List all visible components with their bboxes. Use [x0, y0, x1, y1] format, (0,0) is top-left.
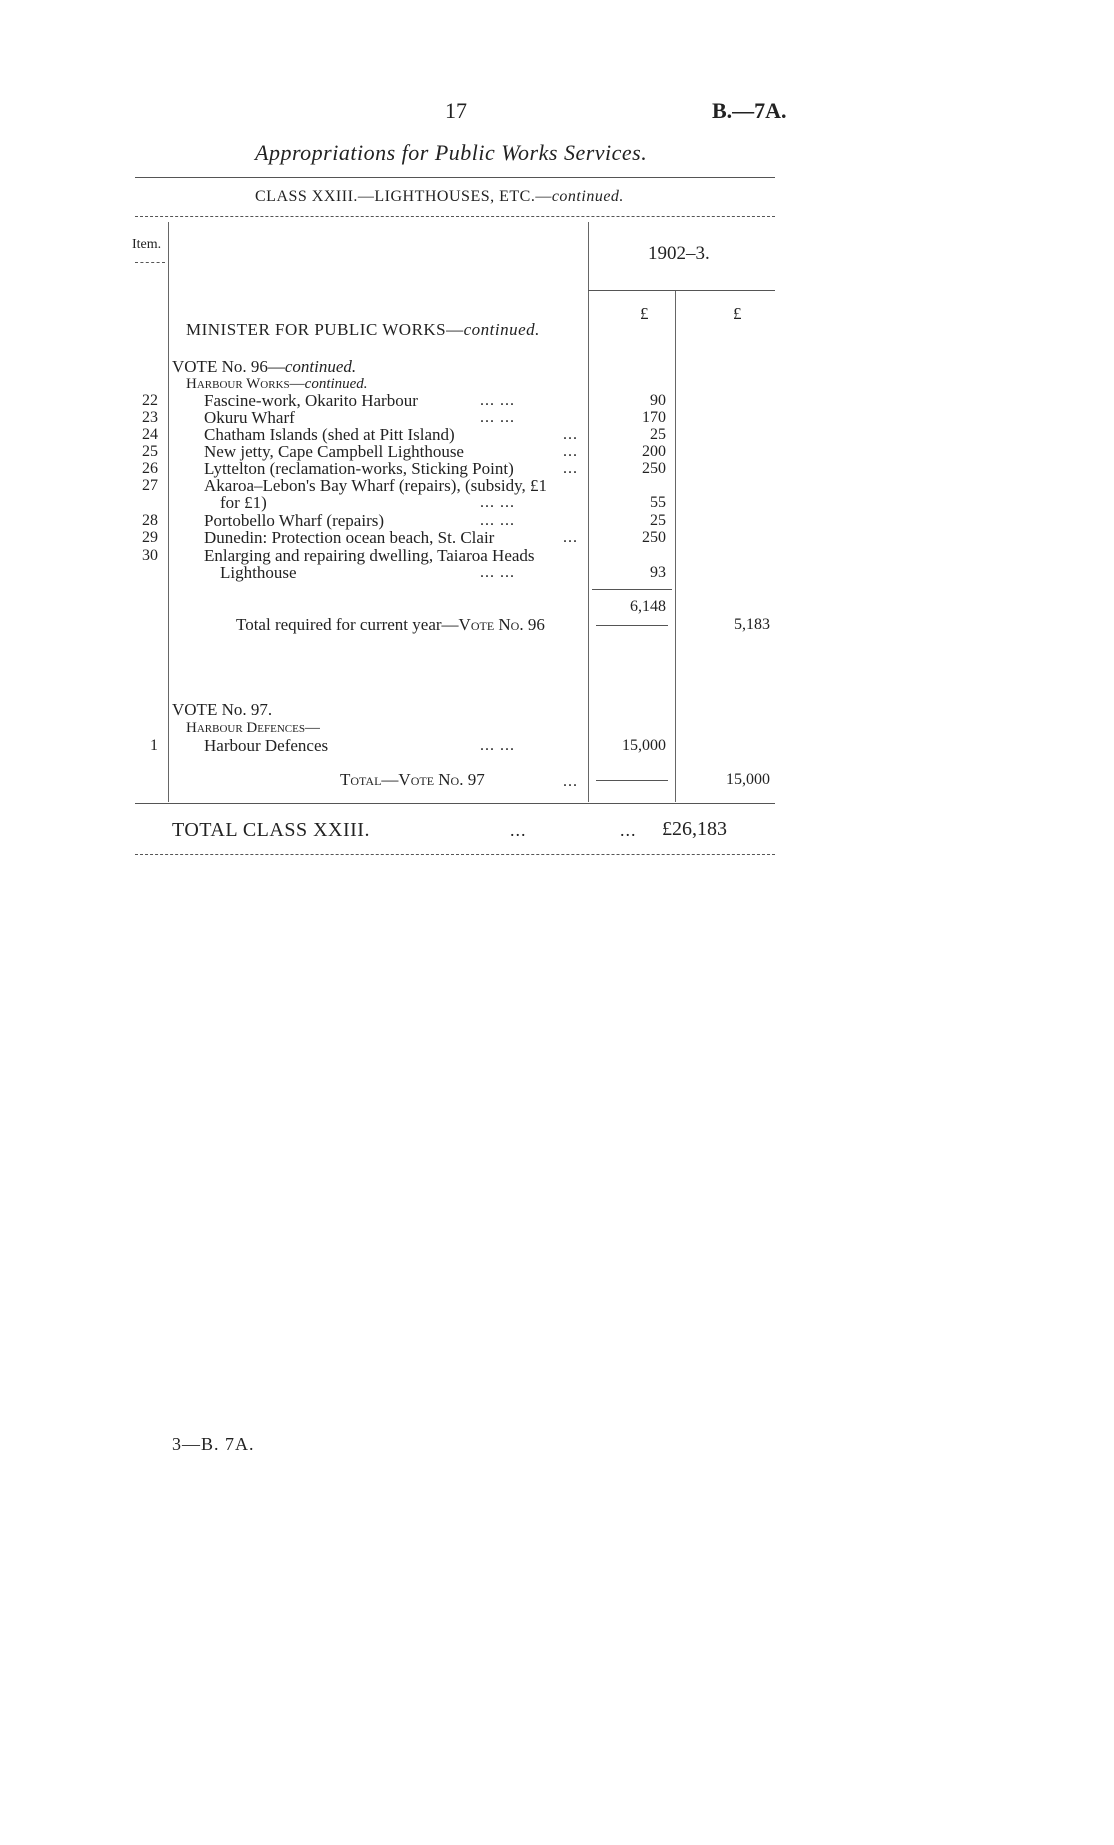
leader-dots: ... ...	[480, 409, 515, 426]
item-amount: 200	[642, 443, 666, 460]
amount-column-divider	[588, 222, 589, 802]
leader-dots: ...	[563, 443, 578, 460]
item-amount: 250	[642, 529, 666, 546]
table-bottom-rule	[135, 803, 775, 804]
vote-96-heading-main: VOTE No. 96—	[172, 357, 285, 376]
item-number: 1	[150, 737, 158, 754]
vote-96-total-label	[236, 615, 545, 635]
item-amount: 25	[650, 426, 666, 443]
vote-96-total-label-main: Total required for current year—	[236, 615, 459, 634]
item-description: New jetty, Cape Campbell Lighthouse	[204, 442, 464, 461]
vote-96-heading-continued: continued.	[284, 357, 357, 376]
grand-total-leader-2: ...	[620, 820, 637, 840]
vote-96-total-rule	[596, 625, 668, 626]
item-amount: 93	[650, 564, 666, 581]
leader-dots: ...	[563, 529, 578, 546]
item-description-continued: for £1)	[220, 493, 267, 512]
item-amount: 55	[650, 494, 666, 511]
item-amount: 250	[642, 460, 666, 477]
leader-dots: ... ...	[480, 512, 515, 529]
item-description: Akaroa–Lebon's Bay Wharf (repairs), (subsidy, £1	[204, 476, 547, 495]
table-top-rule	[135, 216, 775, 217]
item-amount: 25	[650, 512, 666, 529]
harbour-defences-subheading: Harbour Defences—	[186, 720, 320, 736]
vote-96-total: 5,183	[734, 616, 770, 633]
item-number: 28	[142, 512, 158, 529]
vote-97-heading: VOTE No. 97.	[172, 700, 273, 719]
item-description: Dunedin: Protection ocean beach, St. Clair	[204, 528, 495, 547]
vote-97-total-label-vote: Vote No. 97	[398, 770, 485, 789]
leader-dots: ...	[563, 460, 578, 477]
item-description: Portobello Wharf (repairs)	[204, 511, 385, 530]
item-number: 24	[142, 426, 158, 443]
grand-total-rule	[135, 854, 775, 855]
item-description: Enlarging and repairing dwelling, Taiaroa Heads	[204, 546, 535, 565]
harbour-works-label: Harbour Works—	[186, 376, 305, 392]
item-amount: 15,000	[622, 737, 666, 754]
minister-heading-main: MINISTER FOR PUBLIC WORKS—	[186, 320, 464, 339]
document-reference: B.—7A.	[712, 98, 787, 123]
item-number: 23	[142, 409, 158, 426]
item-description: Okuru Wharf	[204, 408, 295, 427]
item-description: Chatham Islands (shed at Pitt Island)	[204, 425, 455, 444]
minister-heading-continued: continued.	[463, 320, 540, 339]
grand-total-leader-1: ...	[510, 820, 527, 840]
vote-96-subtotal: 6,148	[630, 598, 666, 615]
leader-dots: ... ...	[480, 737, 515, 754]
item-number: 30	[142, 547, 158, 564]
page-title: Appropriations for Public Works Services.	[255, 140, 648, 165]
item-description: Harbour Defences	[204, 736, 329, 755]
leader-dots: ... ...	[480, 494, 515, 511]
printer-signature: 3—B. 7A.	[172, 1434, 255, 1454]
subtotal-rule	[592, 589, 672, 590]
year-heading: 1902–3.	[648, 243, 710, 264]
item-number: 26	[142, 460, 158, 477]
item-number: 29	[142, 529, 158, 546]
vote-97-total-label	[340, 770, 485, 790]
class-heading-continued: continued.	[551, 188, 624, 205]
item-column-label: Item.	[132, 237, 162, 252]
item-amount: 170	[642, 409, 666, 426]
vote-97-total: 15,000	[726, 771, 770, 788]
item-column-divider	[168, 222, 169, 802]
item-amount: 90	[650, 392, 666, 409]
item-label-underline	[135, 262, 165, 263]
currency-symbol-left: £	[640, 304, 649, 323]
vote-96-total-label-vote: Vote No. 96	[458, 615, 545, 634]
minister-heading	[186, 320, 540, 340]
total-column-divider	[675, 290, 676, 802]
leader-dots: ... ...	[480, 564, 515, 581]
leader-dots: ... ...	[480, 392, 515, 409]
item-description-continued: Lighthouse	[220, 563, 297, 582]
class-heading-main: CLASS XXIII.—LIGHTHOUSES, ETC.—	[255, 188, 552, 205]
item-description: Fascine-work, Okarito Harbour	[204, 391, 418, 410]
leader-dots: ...	[563, 426, 578, 443]
vote-97-total-label-main: Total—	[340, 770, 399, 789]
item-number: 25	[142, 443, 158, 460]
page-number: 17	[445, 98, 467, 123]
item-number: 22	[142, 392, 158, 409]
harbour-works-continued: continued.	[304, 376, 368, 392]
title-rule	[135, 177, 775, 178]
item-description: Lyttelton (reclamation-works, Sticking Point)	[204, 459, 514, 478]
vote-97-total-rule	[596, 780, 668, 781]
item-number: 27	[142, 477, 158, 494]
leader-dots: ...	[563, 773, 578, 790]
class-heading	[255, 188, 624, 206]
currency-symbol-right: £	[733, 304, 742, 323]
grand-total-label: TOTAL CLASS XXIII.	[172, 819, 370, 841]
grand-total-value: £26,183	[662, 818, 727, 840]
year-underline	[588, 290, 775, 291]
